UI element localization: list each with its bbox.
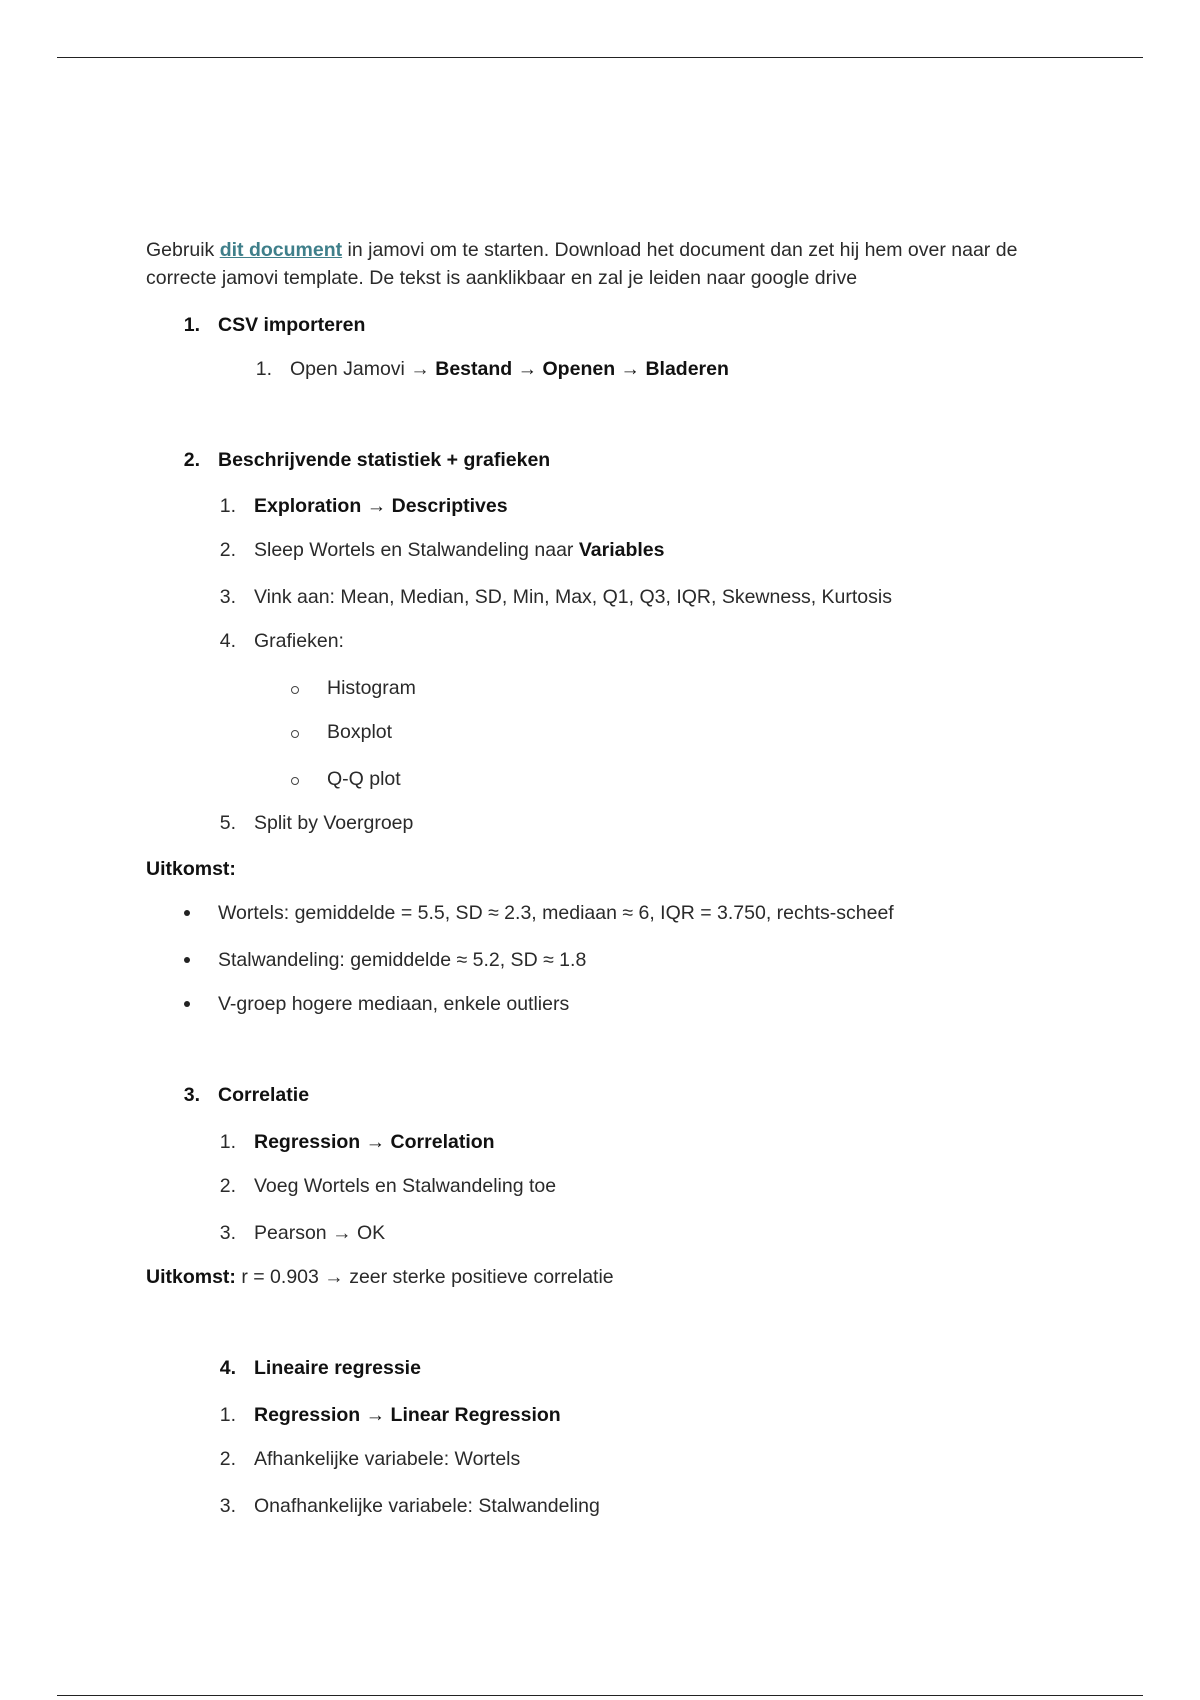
step-text: Pearson → OK <box>254 1222 386 1244</box>
arrow-icon: → <box>517 358 538 380</box>
result-text: Wortels: gemiddelde = 5.5, SD ≈ 2.3, mediaan ≈ 6, IQR = 3.750, rechts-scheef <box>218 902 894 924</box>
step-number: 1. <box>219 495 236 517</box>
bullet-icon <box>184 910 190 916</box>
circle-bullet-icon <box>291 730 299 738</box>
circle-bullet-icon <box>291 686 299 694</box>
section-title: Beschrijvende statistiek + grafieken <box>218 449 551 471</box>
step-text: Exploration → Descriptives <box>254 495 508 517</box>
intro-text-before: Gebruik <box>146 239 220 261</box>
step-number: 5. <box>219 812 236 834</box>
step-number: 1. <box>219 1131 236 1153</box>
step-number: 1. <box>219 1404 236 1426</box>
step-text: Vink aan: Mean, Median, SD, Min, Max, Q1, Q3, IQR, Skewness, Kurtosis <box>254 586 892 608</box>
step-number: 3. <box>219 586 236 608</box>
step-number: 1. <box>255 358 272 380</box>
arrow-icon: → <box>332 1222 352 1244</box>
result-text: V-groep hogere mediaan, enkele outliers <box>218 993 570 1015</box>
step-number: 4. <box>219 630 236 652</box>
section-number: 2. <box>183 449 200 471</box>
document-link[interactable]: dit document <box>219 239 343 261</box>
bullet-icon <box>184 1001 190 1007</box>
sub-item-text: Q-Q plot <box>327 768 401 790</box>
result-label: Uitkomst: <box>146 1266 236 1288</box>
result-text: Stalwandeling: gemiddelde ≈ 5.2, SD ≈ 1.8 <box>218 949 587 971</box>
section-number: 4. <box>219 1357 236 1379</box>
section-number: 3. <box>183 1084 200 1106</box>
circle-bullet-icon <box>291 777 299 785</box>
section-title: Correlatie <box>218 1084 310 1106</box>
section-title: CSV importeren <box>218 314 366 336</box>
step-text: Grafieken: <box>254 630 344 652</box>
step-number: 2. <box>219 539 236 561</box>
step-text: Afhankelijke variabele: Wortels <box>254 1448 521 1470</box>
arrow-icon: → <box>365 1131 386 1153</box>
step-number: 3. <box>219 1495 236 1517</box>
arrow-icon: → <box>620 358 641 380</box>
section-number: 1. <box>183 314 200 336</box>
section-title: Lineaire regressie <box>254 1357 421 1379</box>
step-text: Split by Voergroep <box>254 812 414 834</box>
step-text: Open Jamovi → Bestand → Openen → Bladeren <box>290 358 729 380</box>
sub-item-text: Boxplot <box>327 721 393 743</box>
step-text: Voeg Wortels en Stalwandeling toe <box>254 1175 557 1197</box>
step-text: Onafhankelijke variabele: Stalwandeling <box>254 1495 600 1517</box>
footer-rule <box>57 1695 1143 1696</box>
result-label: Uitkomst: <box>146 858 236 880</box>
intro-text-after: in jamovi om te starten. Download het document dan zet hij hem over naar de correcte jamovi template. De tekst is aanklikbaar en zal je leiden naar google drive <box>146 239 1018 289</box>
intro-paragraph <box>146 236 1086 292</box>
step-number: 2. <box>219 1175 236 1197</box>
arrow-icon: → <box>366 495 387 517</box>
header-rule <box>57 57 1143 58</box>
step-number: 2. <box>219 1448 236 1470</box>
step-text: Regression → Linear Regression <box>254 1404 561 1426</box>
arrow-icon: → <box>324 1266 344 1288</box>
step-text: Regression → Correlation <box>254 1131 495 1153</box>
arrow-icon: → <box>365 1404 386 1426</box>
step-text: Sleep Wortels en Stalwandeling naar Variables <box>254 539 665 561</box>
sub-item-text: Histogram <box>327 677 416 699</box>
step-number: 3. <box>219 1222 236 1244</box>
arrow-icon: → <box>410 358 430 380</box>
correlation-result: Uitkomst: r = 0.903 → zeer sterke positieve correlatie <box>146 1266 614 1288</box>
bullet-icon <box>184 957 190 963</box>
